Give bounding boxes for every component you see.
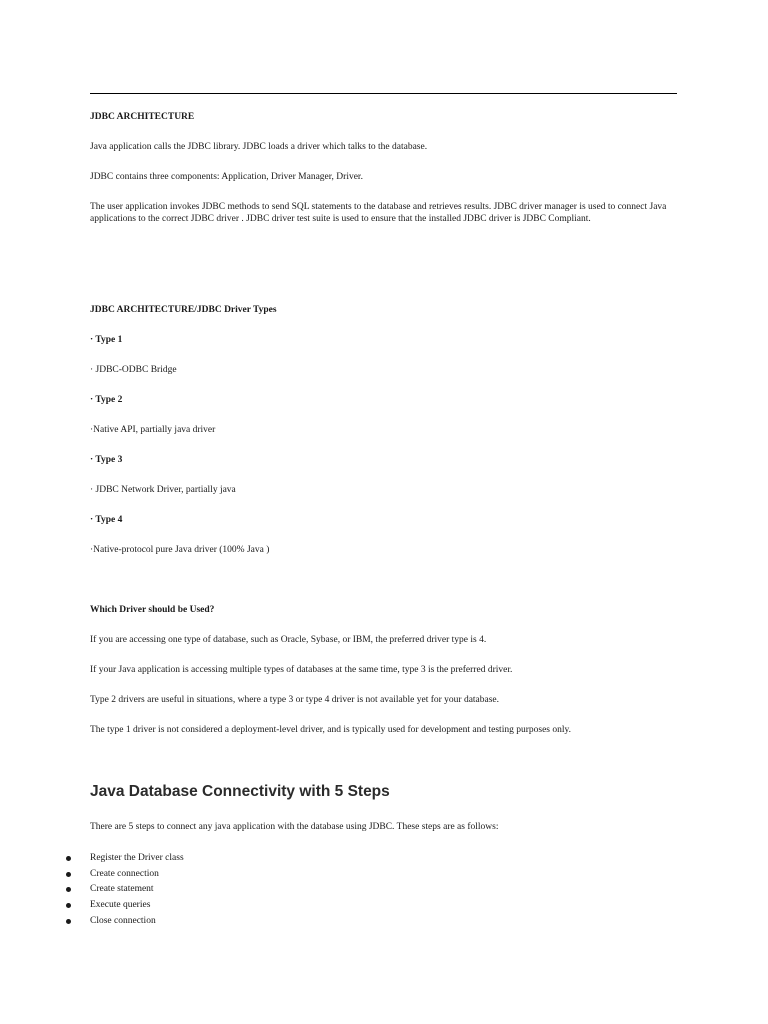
paragraph: Java application calls the JDBC library. JDBC loads a driver which talks to the database. <box>90 142 428 152</box>
driver-types-heading: JDBC ARCHITECTURE/JDBC Driver Types <box>90 305 277 315</box>
step-label: Register the Driver class <box>90 853 184 863</box>
step-label: Execute queries <box>90 900 151 911</box>
bullet-icon <box>66 919 71 924</box>
paragraph: The type 1 driver is not considered a deployment-level driver, and is typically used for development and testing purposes only. <box>90 725 572 735</box>
paragraph: There are 5 steps to connect any java application with the database using JDBC. These steps are as follows: <box>90 822 499 832</box>
driver-type-label: · Type 4 <box>90 515 123 525</box>
horizontal-rule <box>90 93 677 94</box>
list-item <box>0 867 184 883</box>
step-label: Create statement <box>90 884 154 895</box>
bullet-icon <box>66 887 71 892</box>
paragraph: If your Java application is accessing multiple types of databases at the same time, type 3 is the preferred driver. <box>90 665 513 675</box>
bullet-icon <box>66 872 71 877</box>
jdbc-architecture-heading: JDBC ARCHITECTURE <box>90 112 195 122</box>
driver-type-desc: · JDBC Network Driver, partially java <box>90 485 236 495</box>
paragraph: Type 2 drivers are useful in situations, where a type 3 or type 4 driver is not available yet for your database. <box>90 695 500 705</box>
step-label: Create connection <box>90 868 159 879</box>
driver-type-desc: ·Native API, partially java driver <box>90 425 216 435</box>
driver-type-desc: · JDBC-ODBC Bridge <box>90 365 177 375</box>
bullet-icon <box>66 903 71 908</box>
driver-type-label: · Type 1 <box>90 335 123 345</box>
paragraph: JDBC contains three components: Application, Driver Manager, Driver. <box>90 172 363 182</box>
paragraph: The user application invokes JDBC methods to send SQL statements to the database and retrieves results. JDBC driver manager is used to connect Java applications to the correct JDBC driver . JDBC driver test suite is used to ensure that the installed JDBC driver is JDBC Compliant. <box>90 202 667 224</box>
five-steps-heading: Java Database Connectivity with 5 Steps <box>90 783 390 800</box>
list-item <box>0 914 184 930</box>
list-item <box>0 851 184 867</box>
step-label: Close connection <box>90 915 156 926</box>
paragraph: If you are accessing one type of database, such as Oracle, Sybase, or IBM, the preferred driver type is 4. <box>90 635 487 645</box>
driver-type-label: · Type 2 <box>90 395 123 405</box>
steps-list <box>0 851 184 929</box>
bullet-icon <box>66 856 71 861</box>
list-item <box>0 898 184 914</box>
which-driver-heading: Which Driver should be Used? <box>90 605 215 615</box>
list-item <box>0 882 184 898</box>
driver-type-desc: ·Native-protocol pure Java driver (100% Java ) <box>90 545 270 555</box>
driver-type-label: · Type 3 <box>90 455 123 465</box>
